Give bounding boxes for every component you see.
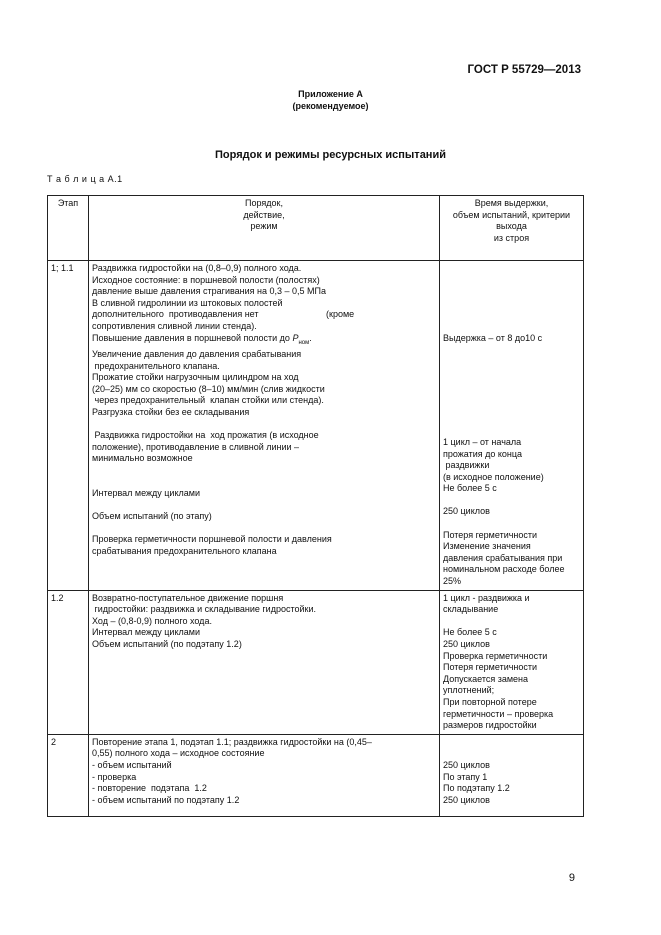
procedure-line: Исходное состояние: в поршневой полости (полостях) <box>92 274 320 285</box>
spacer <box>92 419 436 431</box>
time-line: 250 циклов <box>443 759 490 770</box>
spacer <box>443 414 580 426</box>
procedure-line: минимально возможное <box>92 453 193 464</box>
time-line: Потеря герметичности <box>443 662 538 673</box>
time-line: Не более 5 с <box>443 627 497 638</box>
spacer <box>92 476 436 488</box>
procedure-line: Разгрузка стойки без ее складывания <box>92 406 250 417</box>
time-line: 250 циклов <box>443 794 490 805</box>
time-line: Допускается замена <box>443 673 529 684</box>
standard-number: ГОСТ Р 55729—2013 <box>467 64 581 76</box>
time-line: складывание <box>443 604 499 615</box>
spacer <box>443 263 580 275</box>
appendix-note: (рекомендуемое) <box>292 101 369 111</box>
table-row <box>48 734 584 816</box>
time-line: размеров гидростойки <box>443 720 537 731</box>
table-caption: Т а б л и ц а А.1 <box>47 174 123 184</box>
time-line: давления срабатывания при <box>443 552 563 563</box>
header-procedure-line: режим <box>250 221 278 232</box>
procedure-line: положение), противодавление в сливной линии – <box>92 441 300 452</box>
procedure-line: Объем испытаний (по подэтапу 1.2) <box>92 639 242 649</box>
header-stage: Этап <box>48 196 89 261</box>
spacer <box>443 298 580 310</box>
spacer <box>443 425 580 437</box>
header-time-line: объем испытаний, критерии <box>452 209 571 220</box>
time-line: Выдержка – от 8 до10 с <box>443 332 543 343</box>
header-time <box>440 196 584 261</box>
procedure-line: Увеличение давления до давления срабатывания <box>92 348 302 359</box>
procedure-line: 0,55) полного хода – исходное состояние <box>92 748 265 759</box>
spacer <box>443 518 580 530</box>
time-line: 1 цикл – от начала <box>443 436 522 447</box>
spacer <box>92 500 436 512</box>
procedure-line: Интервал между циклами <box>92 627 200 638</box>
procedure-line: В сливной гидролинии из штоковых полостей <box>92 297 283 308</box>
section-title: Порядок и режимы ресурсных испытаний <box>215 149 446 161</box>
spacer <box>443 616 580 628</box>
pressure-symbol: P <box>292 332 299 343</box>
procedure-line: давление выше давления страгивания на 0,3 – 0,5 МПа <box>92 286 327 297</box>
time-cell <box>440 590 584 734</box>
spacer <box>443 495 580 507</box>
procedure-line: Раздвижка гидростойки на ход прожатия (в исходное <box>92 430 319 441</box>
pressure-subscript: ном <box>298 339 310 346</box>
procedure-line: - объем испытаний по подэтапу 1.2 <box>92 794 240 805</box>
time-line: уплотнений; <box>443 685 495 696</box>
time-line: По подэтапу 1.2 <box>443 783 510 794</box>
procedure-line: Ход – (0,8-0,9) полного хода. <box>92 615 212 626</box>
procedure-line: - повторение подэтапа 1.2 <box>92 783 207 794</box>
header-time-line: Время выдержки, <box>474 198 549 208</box>
time-line: раздвижки <box>443 460 490 471</box>
procedure-cell <box>89 734 440 816</box>
time-line: Потеря герметичности <box>443 529 538 540</box>
spacer <box>443 309 580 321</box>
procedure-line: Интервал между циклами <box>92 488 200 499</box>
procedure-line: предохранительного клапана. <box>92 360 220 371</box>
time-line: При повторной потере <box>443 696 537 707</box>
procedure-line: дополнительного противодавления нет (кроме <box>92 309 355 320</box>
procedure-line: Возвратно-поступательное движение поршня <box>92 592 284 603</box>
table-row <box>48 590 584 734</box>
procedure-line: гидростойки: раздвижка и складывание гидростойки. <box>92 604 316 615</box>
procedure-line: Объем испытаний (по этапу) <box>92 511 212 522</box>
time-line: прожатия до конца <box>443 448 523 459</box>
spacer <box>443 356 580 368</box>
spacer <box>443 286 580 298</box>
procedure-line-pressure: Повышение давления в поршневой полости до $P_{ном}$. <box>92 332 312 346</box>
time-line: 25% <box>443 576 462 587</box>
header-procedure-line: действие, <box>243 209 285 220</box>
spacer <box>443 748 580 760</box>
procedure-cell <box>89 261 440 591</box>
procedure-cell <box>89 590 440 734</box>
table-header-row <box>48 196 584 261</box>
time-cell <box>440 734 584 816</box>
spacer <box>443 275 580 287</box>
spacer <box>443 391 580 403</box>
spacer <box>443 367 580 379</box>
spacer <box>443 737 580 749</box>
time-line: герметичности – проверка <box>443 708 554 719</box>
table-row <box>48 261 584 591</box>
stage-cell: 1.2 <box>48 590 89 734</box>
time-line: Изменение значения <box>443 541 531 552</box>
time-line: 1 цикл - раздвижка и <box>443 592 530 603</box>
procedure-line: Проверка герметичности поршневой полости и давления <box>92 534 332 545</box>
time-line: Проверка герметичности <box>443 650 548 661</box>
time-line: По этапу 1 <box>443 771 488 782</box>
procedure-line: - проверка <box>92 771 137 782</box>
header-time-line: из строя <box>493 232 530 243</box>
procedure-line: (20–25) мм со скоростью (8–10) мм/мин (слив жидкости <box>92 383 325 394</box>
spacer <box>92 465 436 477</box>
spacer <box>443 344 580 356</box>
appendix-title: Приложение А <box>298 89 363 99</box>
time-line: 250 циклов <box>443 506 490 517</box>
spacer <box>443 321 580 333</box>
page-number: 9 <box>568 872 575 884</box>
spacer <box>443 379 580 391</box>
procedure-line: Раздвижка гидростойки на (0,8–0,9) полного хода. <box>92 263 302 273</box>
spacer <box>92 523 436 535</box>
stage-cell: 1; 1.1 <box>48 261 89 591</box>
procedure-line: Прожатие стойки нагрузочным цилиндром на ход <box>92 372 299 383</box>
header-procedure-line: Порядок, <box>245 198 283 208</box>
time-line: номинальном расходе более <box>443 564 565 575</box>
header-time-line: выхода <box>496 221 527 232</box>
time-line: (в исходное положение) <box>443 471 544 482</box>
resource-tests-table <box>47 195 584 817</box>
procedure-line: через предохранительный клапан стойки или стенда). <box>92 395 324 406</box>
time-line: Не более 5 с <box>443 483 497 494</box>
procedure-line: Повторение этапа 1, подэтап 1.1; раздвижка гидростойки на (0,45– <box>92 736 372 747</box>
procedure-line: - объем испытаний <box>92 759 172 770</box>
procedure-line: срабатывания предохранительного клапана <box>92 546 277 557</box>
time-line: 250 циклов <box>443 639 490 649</box>
spacer <box>443 402 580 414</box>
procedure-line-pressure-text: Повышение давления в поршневой полости до <box>92 332 293 343</box>
stage-cell: 2 <box>48 734 89 816</box>
time-cell <box>440 261 584 591</box>
header-procedure <box>89 196 440 261</box>
procedure-line: сопротивления сливной линии стенда). <box>92 320 257 331</box>
